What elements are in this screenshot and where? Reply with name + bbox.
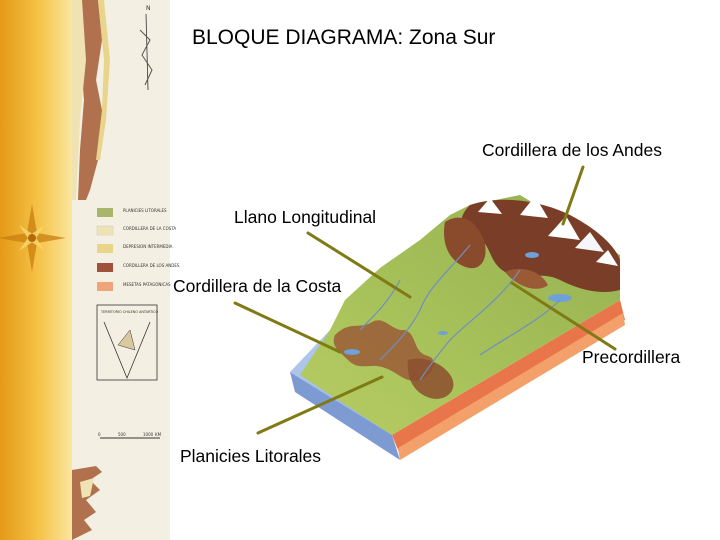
svg-text:0: 0 [98, 432, 101, 437]
legend-label: PLANICIES LITORALES [123, 208, 167, 213]
legend-label: DEPRESION INTERMEDIA [123, 244, 173, 249]
legend-label: CORDILLERA DE LA COSTA [123, 226, 177, 231]
label-llano-longitudinal: Llano Longitudinal [234, 207, 377, 227]
label-cordillera-andes: Cordillera de los Andes [482, 140, 662, 160]
svg-text:KM: KM [155, 432, 162, 437]
label-planicies-litorales: Planicies Litorales [180, 446, 322, 466]
legend-label: CORDILLERA DE LOS ANDES [123, 263, 180, 268]
svg-text:1000: 1000 [143, 432, 154, 437]
inset-caption: TERRITORIO CHILENO ANTARTICO [101, 310, 159, 314]
svg-text:500: 500 [118, 432, 126, 437]
north-marker: N [146, 5, 151, 12]
label-cordillera-costa: Cordillera de la Costa [173, 276, 342, 296]
label-precordillera: Precordillera [582, 347, 681, 367]
legend-label: MESETAS PATAGONICAS [123, 282, 171, 287]
page-title: BLOQUE DIAGRAMA: Zona Sur [192, 26, 496, 49]
